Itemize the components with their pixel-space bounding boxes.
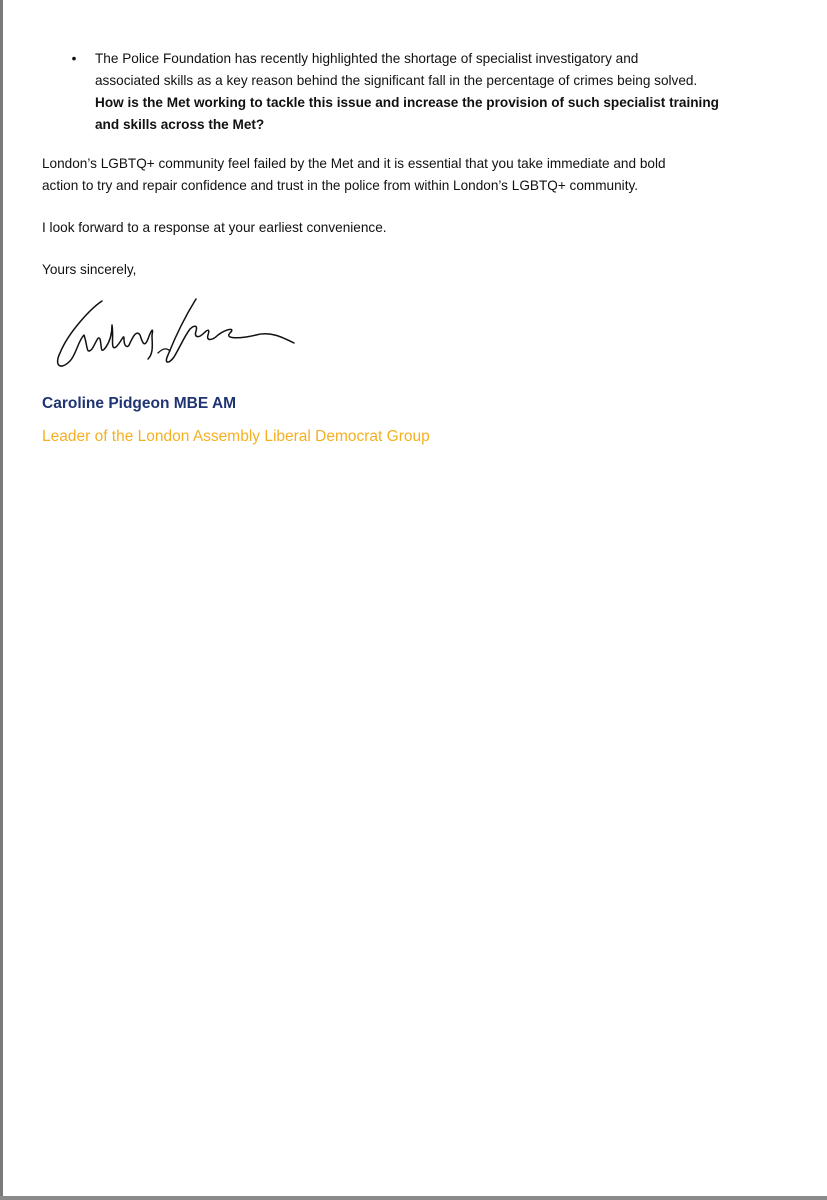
bullet-dot-icon: • — [71, 51, 77, 66]
page-edge-left — [0, 0, 3, 1200]
paragraph-response: I look forward to a response at your earliest convenience. — [42, 220, 387, 235]
bullet-line: The Police Foundation has recently highlighted the shortage of specialist investigatory and — [95, 51, 639, 66]
handwritten-signature — [50, 295, 300, 375]
paragraph-lgbtq — [42, 153, 802, 197]
signatory-name: Caroline Pidgeon MBE AM — [42, 395, 237, 412]
paragraph-line: action to try and repair confidence and trust in the police from within London’s LGBTQ+ community. — [42, 178, 639, 193]
bullet-question-line: How is the Met working to tackle this issue and increase the provision of such specialist training — [95, 95, 719, 110]
bullet-text — [95, 48, 785, 136]
page-edge-bottom — [0, 1196, 827, 1200]
closing-salutation: Yours sincerely, — [42, 262, 137, 277]
bullet-line: associated skills as a key reason behind the significant fall in the percentage of crimes being solved. — [95, 73, 698, 88]
signatory-title: Leader of the London Assembly Liberal Democrat Group — [42, 428, 430, 445]
paragraph-line: London’s LGBTQ+ community feel failed by the Met and it is essential that you take immediate and bold — [42, 156, 666, 171]
bullet-question-line: and skills across the Met? — [95, 117, 265, 132]
